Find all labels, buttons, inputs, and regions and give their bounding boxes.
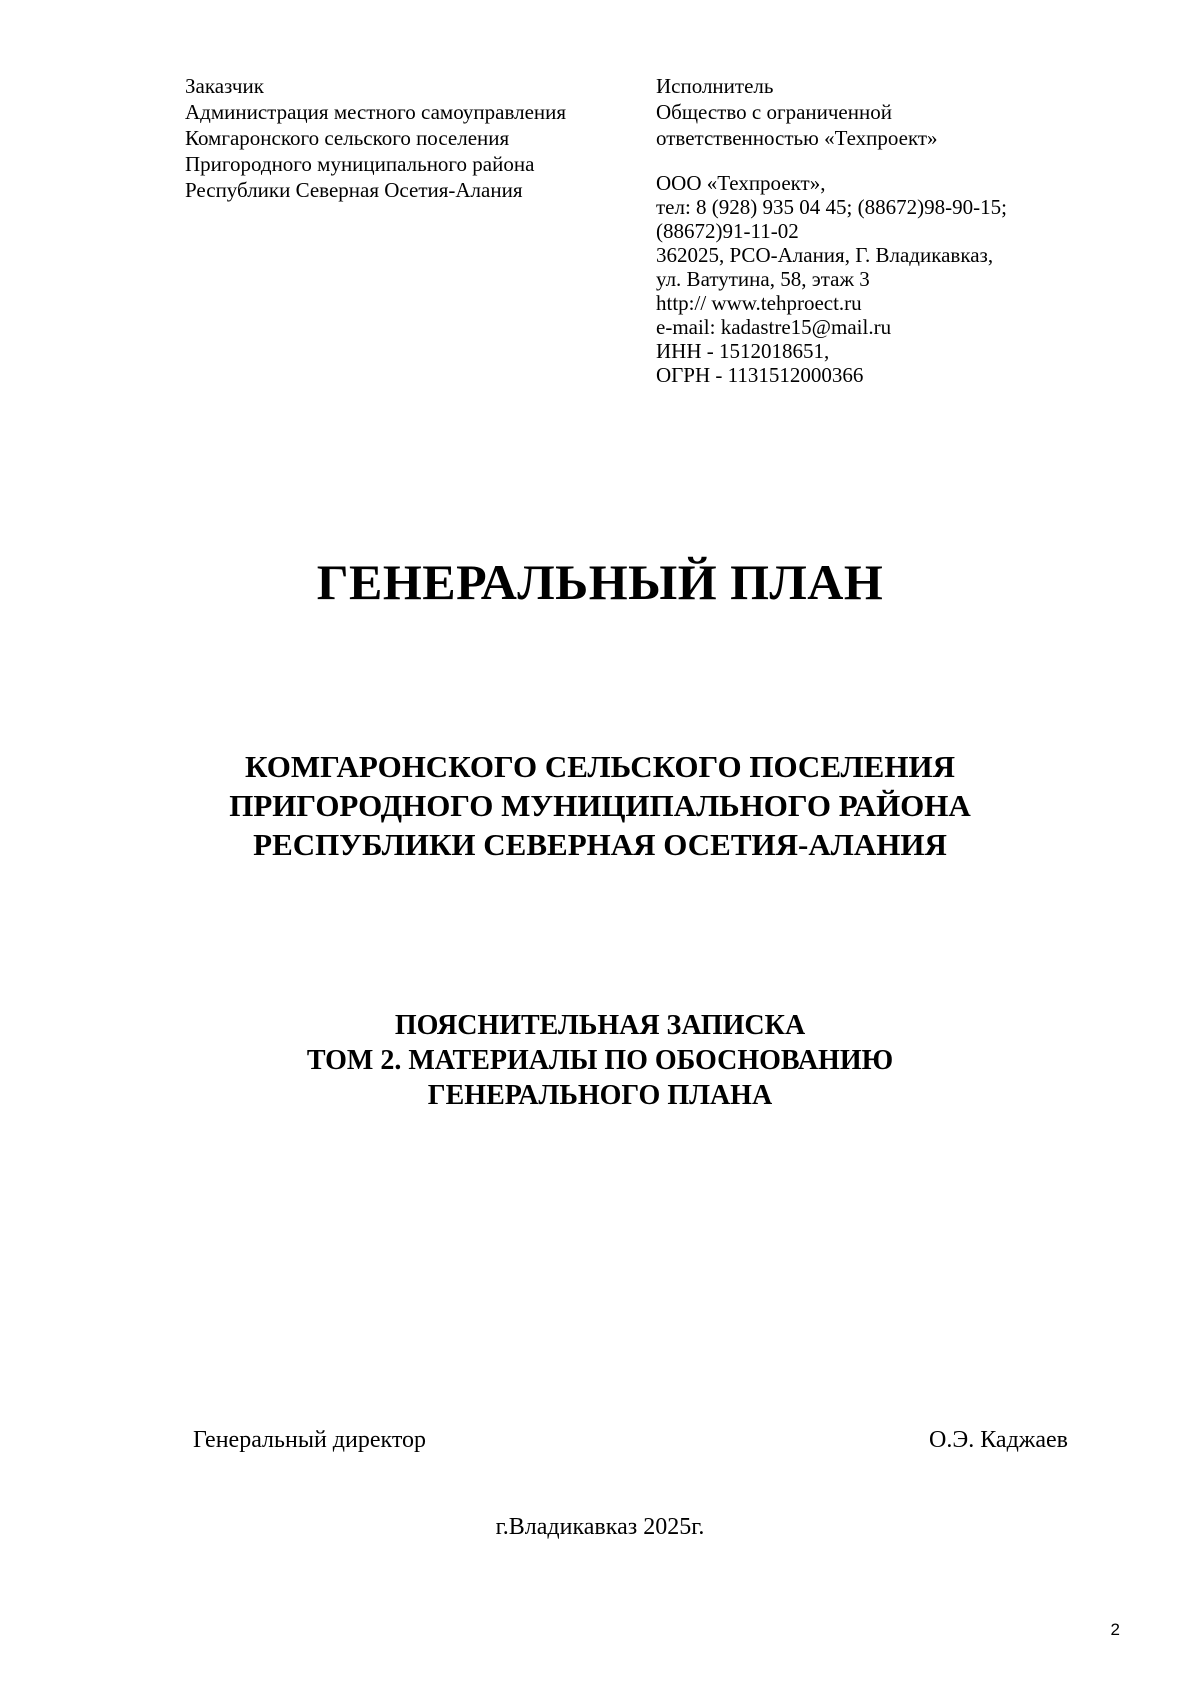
customer-line: Администрация местного самоуправления (185, 100, 567, 124)
contact-line: ИНН - 1512018651, (656, 339, 830, 363)
note-line: ТОМ 2. МАТЕРИАЛЫ ПО ОБОСНОВАНИЮ (306, 1045, 894, 1076)
document-title: ГЕНЕРАЛЬНЫЙ ПЛАН (316, 554, 884, 610)
spacer (656, 151, 1007, 171)
page-number: 2 (1110, 1620, 1120, 1639)
subtitle-line: ПРИГОРОДНОГО МУНИЦИПАЛЬНОГО РАЙОНА (229, 788, 971, 823)
contractor-line: Общество с ограниченной (656, 100, 892, 124)
subtitle-line: КОМГАРОНСКОГО СЕЛЬСКОГО ПОСЕЛЕНИЯ (245, 749, 955, 784)
contact-line: тел: 8 (928) 935 04 45; (88672)98-90-15; (656, 195, 1007, 219)
contact-line: 362025, РСО-Алания, Г. Владикавказ, (656, 243, 994, 267)
contractor-block (656, 73, 1007, 387)
customer-heading: Заказчик (185, 74, 264, 98)
contact-line: ул. Ватутина, 58, этаж 3 (656, 267, 870, 291)
customer-line: Пригородного муниципального района (185, 152, 535, 176)
customer-line: Республики Северная Осетия-Алания (185, 178, 523, 202)
contact-line: (88672)91-11-02 (656, 219, 799, 243)
website-link[interactable]: http:// www.tehproect.ru (656, 291, 862, 315)
note-line: ПОЯСНИТЕЛЬНАЯ ЗАПИСКА (394, 1010, 806, 1041)
signatory-name: О.Э. Каджаев (929, 1427, 1068, 1453)
contact-line: ООО «Техпроект», (656, 171, 826, 195)
customer-block (185, 73, 566, 203)
contractor-line: ответственностью «Техпроект» (656, 126, 938, 150)
signatory-position: Генеральный директор (193, 1427, 427, 1453)
contractor-contacts (656, 171, 1007, 387)
volume-description (0, 1008, 1200, 1113)
email-link[interactable]: e-mail: kadastre15@mail.ru (656, 315, 892, 339)
subtitle-line: РЕСПУБЛИКИ СЕВЕРНАЯ ОСЕТИЯ-АЛАНИЯ (253, 827, 947, 862)
customer-line: Комгаронского сельского поселения (185, 126, 510, 150)
contact-line: ОГРН - 1131512000366 (656, 363, 864, 387)
place-and-year: г.Владикавказ 2025г. (495, 1514, 705, 1540)
note-line: ГЕНЕРАЛЬНОГО ПЛАНА (427, 1080, 773, 1111)
contractor-heading: Исполнитель (656, 74, 774, 98)
document-subtitle (0, 747, 1200, 864)
